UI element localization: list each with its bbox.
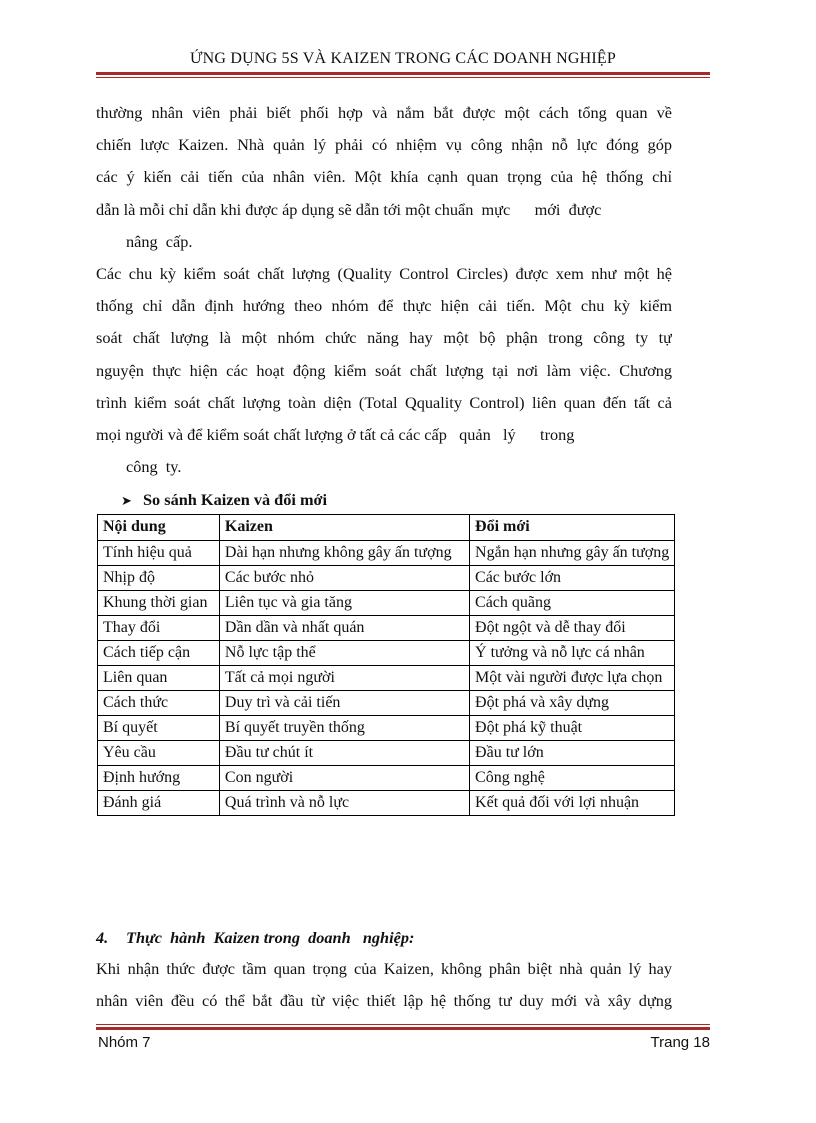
table-cell: Dần dần và nhất quán xyxy=(219,616,469,641)
text-line: dẫn là mỗi chỉ dẫn khi được áp dụng sẽ dẫn tới một chuẩn mực mới được xyxy=(96,199,602,219)
table-row xyxy=(98,766,675,791)
table-row xyxy=(98,716,675,741)
table-row xyxy=(98,541,675,566)
table-cell: Đột ngột và dễ thay đổi xyxy=(470,616,675,641)
text-line: nhân viên đều có thể bắt đầu từ việc thiết lập hệ thống tư duy mới và xây dựng xyxy=(96,991,672,1011)
table-cell: Bí quyết xyxy=(98,716,220,741)
text-line: thường nhân viên phải biết phối hợp và nắm bắt được một cách tổng quan về xyxy=(96,103,672,122)
table-cell: Liên tục và gia tăng xyxy=(219,591,469,616)
text-line: trình kiểm soát chất lượng toàn diện (Total Qquality Control) liên quan đến tất cả xyxy=(96,392,672,412)
section-heading xyxy=(96,926,414,950)
table-cell: Đầu tư lớn xyxy=(470,741,675,766)
table-cell: Tất cả mọi người xyxy=(219,666,469,691)
table-row xyxy=(98,616,675,641)
table-row xyxy=(98,741,675,766)
table-cell: Cách tiếp cận xyxy=(98,641,220,666)
paragraph-2 xyxy=(96,258,672,483)
text-line: thống chỉ dẫn định hướng theo nhóm để thực hiện cải tiến. Một chu kỳ kiểm xyxy=(96,296,672,316)
header-rule-thin xyxy=(96,77,710,78)
table-cell: Ngắn hạn nhưng gây ấn tượng xyxy=(470,541,675,566)
table-row xyxy=(98,666,675,691)
table-cell: Ý tưởng và nỗ lực cá nhân xyxy=(470,641,675,666)
running-header: ỨNG DỤNG 5S VÀ KAIZEN TRONG CÁC DOANH NGHIỆP xyxy=(190,50,616,67)
column-header: Nội dung xyxy=(98,515,220,541)
table-cell: Các bước nhỏ xyxy=(219,566,469,591)
comparison-table xyxy=(97,514,675,816)
table-cell: Các bước lớn xyxy=(470,566,675,591)
table-cell: Kết quả đối với lợi nhuận xyxy=(470,791,675,816)
table-row xyxy=(98,791,675,816)
table-cell: Định hướng xyxy=(98,766,220,791)
table-row xyxy=(98,566,675,591)
text-line: công ty. xyxy=(126,457,182,477)
table-cell: Con người xyxy=(219,766,469,791)
text-line: nâng cấp. xyxy=(126,231,193,251)
arrow-bullet-icon: ➤ xyxy=(121,494,132,509)
table-cell: Yêu cầu xyxy=(98,741,220,766)
table-cell: Quá trình và nỗ lực xyxy=(219,791,469,816)
table-cell: Tính hiệu quả xyxy=(98,541,220,566)
paragraph-1 xyxy=(96,97,672,258)
text-line: mọi người và để kiểm soát chất lượng ở tất cả các cấp quản lý trong xyxy=(96,424,575,444)
footer-rule-thin xyxy=(96,1024,710,1025)
comparison-heading-text: So sánh Kaizen và đổi mới xyxy=(143,490,328,509)
table-cell: Đột phá kỹ thuật xyxy=(470,716,675,741)
table-cell: Khung thời gian xyxy=(98,591,220,616)
text-line: soát chất lượng là một nhóm chức năng hay một bộ phận trong công ty tự xyxy=(96,328,672,348)
table-cell: Bí quyết truyền thống xyxy=(219,716,469,741)
text-line: các ý kiến cải tiến của nhân viên. Một khía cạnh quan trọng của hệ thống chỉ xyxy=(96,167,672,187)
table-cell: Một vài người được lựa chọn xyxy=(470,666,675,691)
comparison-heading xyxy=(121,489,327,513)
table-cell: Nỗ lực tập thể xyxy=(219,641,469,666)
table-row xyxy=(98,591,675,616)
header-rule xyxy=(96,72,710,75)
section-title: Thực hành Kaizen trong doanh nghiệp: xyxy=(126,928,415,947)
text-line: Khi nhận thức được tầm quan trọng của Kaizen, không phân biệt nhà quản lý hay xyxy=(96,959,672,978)
table-cell: Cách thức xyxy=(98,691,220,716)
footer-rule xyxy=(96,1027,710,1030)
table-header-row xyxy=(98,515,675,541)
table-cell: Cách quãng xyxy=(470,591,675,616)
text-line: nguyện thực hiện các hoạt động kiểm soát chất lượng tại nơi làm việc. Chương xyxy=(96,360,672,380)
column-header: Kaizen xyxy=(219,515,469,541)
table-cell: Công nghệ xyxy=(470,766,675,791)
column-header: Đổi mới xyxy=(470,515,675,541)
table-cell: Duy trì và cải tiến xyxy=(219,691,469,716)
table-row xyxy=(98,641,675,666)
page-number: Trang 18 xyxy=(650,1034,710,1051)
section-4-paragraph xyxy=(96,953,672,1017)
text-line: Các chu kỳ kiểm soát chất lượng (Quality Control Circles) được xem như một hệ xyxy=(96,264,672,283)
table-cell: Đột phá và xây dựng xyxy=(470,691,675,716)
section-number: 4. xyxy=(96,928,109,947)
text-line: chiến lược Kaizen. Nhà quản lý phải có nhiệm vụ công nhận nỗ lực đóng góp xyxy=(96,135,672,155)
table-row xyxy=(98,691,675,716)
table-cell: Liên quan xyxy=(98,666,220,691)
table-cell: Nhịp độ xyxy=(98,566,220,591)
footer-group-name: Nhóm 7 xyxy=(98,1034,151,1051)
table-cell: Dài hạn nhưng không gây ấn tượng xyxy=(219,541,469,566)
table-cell: Đầu tư chút ít xyxy=(219,741,469,766)
table-cell: Đánh giá xyxy=(98,791,220,816)
table-cell: Thay đổi xyxy=(98,616,220,641)
